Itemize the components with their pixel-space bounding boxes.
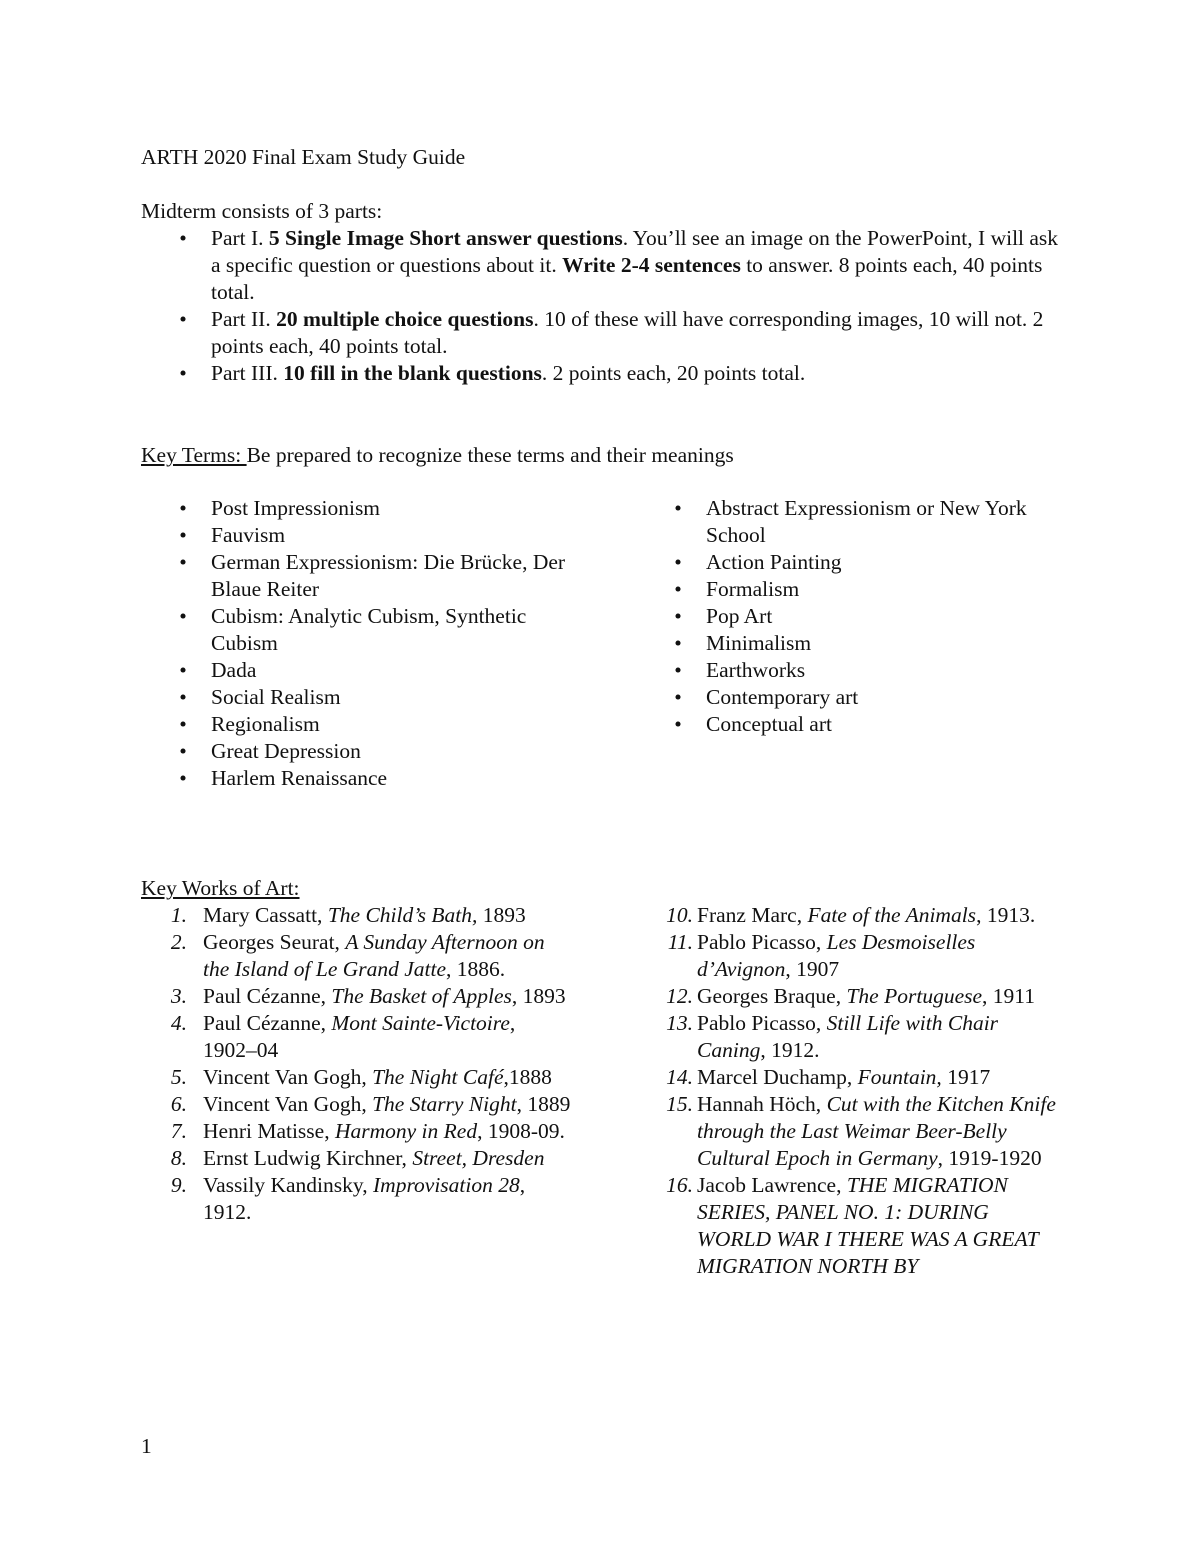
work-number: 4. (170, 1011, 187, 1035)
work-item (170, 1145, 573, 1172)
bullet-icon: • (179, 712, 187, 736)
term-item (674, 630, 1046, 657)
work-title: A Sunday Afternoon on the Island of Le Grand Jatte (203, 930, 545, 981)
term-item (674, 657, 1046, 684)
bullet-icon: • (674, 631, 682, 655)
work-title: The Basket of Apples (331, 984, 512, 1008)
bullet-icon: • (179, 685, 187, 709)
term-item (179, 684, 591, 711)
term-label: Earthworks (706, 658, 806, 682)
term-label: Action Painting (706, 550, 842, 574)
document-title: ARTH 2020 Final Exam Study Guide (141, 145, 466, 169)
term-label: Post Impressionism (211, 496, 381, 520)
work-title: Cut with the Kitchen Knife through the Last Weimar Beer-Belly Cultural Epoch in Germany (697, 1092, 1056, 1170)
work-item (170, 1064, 573, 1091)
key-terms-instruction: Be prepared to recognize these terms and their meanings (246, 443, 734, 467)
term-item (179, 711, 591, 738)
term-label: Cubism: Analytic Cubism, Synthetic Cubism (211, 604, 527, 655)
part-prefix: Part I. (211, 226, 269, 250)
work-item (170, 902, 573, 929)
work-date: 1893 (477, 903, 526, 927)
term-label: Great Depression (211, 739, 361, 763)
work-artist: Georges Braque, (697, 984, 847, 1008)
part-prefix: Part II. (211, 307, 277, 331)
work-title: The Portuguese (846, 984, 983, 1008)
bullet-icon: • (179, 496, 187, 520)
term-label: German Expressionism: Die Brücke, Der Blaue Reiter (211, 550, 566, 601)
bullet-icon: • (179, 739, 187, 763)
work-date: , 1919-1920 (937, 1146, 1042, 1170)
work-number: 2. (170, 930, 187, 954)
work-number: 11. (667, 930, 693, 954)
work-item (170, 929, 573, 983)
work-artist: Georges Seurat, (203, 930, 346, 954)
work-artist: Pablo Picasso, (697, 1011, 827, 1035)
work-number: 8. (170, 1146, 187, 1170)
term-item (674, 603, 1046, 630)
exam-intro: Midterm consists of 3 parts: (141, 199, 383, 223)
work-item (666, 902, 1057, 929)
work-item (666, 1091, 1057, 1172)
bullet-icon: • (674, 604, 682, 628)
part-bold: 20 multiple choice questions (276, 307, 534, 331)
work-date: , 1907 (785, 957, 840, 981)
key-terms-heading: Key Terms: (141, 443, 247, 467)
bullet-icon: • (179, 766, 187, 790)
term-item (179, 603, 591, 657)
bullet-icon: • (179, 361, 187, 385)
work-artist: Mary Cassatt, (203, 903, 328, 927)
work-date: , 1912. (760, 1038, 820, 1062)
bullet-icon: • (179, 658, 187, 682)
bullet-icon: • (674, 496, 682, 520)
bullet-icon: • (674, 550, 682, 574)
page-number: 1 (141, 1434, 152, 1458)
bullet-icon: • (674, 712, 682, 736)
key-terms-heading-line (141, 442, 734, 469)
work-artist: Vincent Van Gogh, (203, 1065, 373, 1089)
work-number: 16. (666, 1173, 693, 1197)
work-artist: Henri Matisse, (203, 1119, 335, 1143)
term-item (179, 495, 591, 522)
work-date: , 1912. (203, 1173, 526, 1224)
term-item (674, 711, 1046, 738)
work-item (170, 1010, 573, 1064)
term-label: Pop Art (706, 604, 773, 628)
work-title: The Starry Night (372, 1092, 517, 1116)
term-label: Abstract Expressionism or New York School (706, 496, 1027, 547)
term-label: Social Realism (211, 685, 341, 709)
work-item (666, 1172, 1057, 1280)
part-mid: . You’ll see an image on the PowerPoint, I will ask a specific question or questions about it. (211, 226, 1059, 277)
part-bold: 5 Single Image Short answer questions (268, 226, 623, 250)
work-title: The Child’s Bath, (327, 903, 478, 927)
part-bold-2: Write 2-4 sentences (562, 253, 741, 277)
work-title: Fountain, (857, 1065, 942, 1089)
work-artist: Paul Cézanne, (203, 984, 332, 1008)
work-date: , 1886. (446, 957, 506, 981)
work-date: , 1913. (976, 903, 1036, 927)
exam-parts-list (179, 225, 1071, 387)
term-item (179, 522, 591, 549)
term-item (179, 738, 591, 765)
exam-part-2 (179, 306, 1071, 360)
part-bold: 10 fill in the blank questions (283, 361, 542, 385)
bullet-icon: • (179, 226, 187, 250)
bullet-icon: • (674, 685, 682, 709)
work-number: 10. (666, 903, 693, 927)
key-works-heading: Key Works of Art: (141, 876, 300, 900)
term-item (179, 549, 591, 603)
work-title: Harmony in Red (334, 1119, 478, 1143)
part-mid: . 10 of these will have corresponding images, 10 will not. 2 points each, 40 points total. (211, 307, 1044, 358)
term-item (179, 657, 591, 684)
work-item (666, 983, 1057, 1010)
work-artist: Jacob Lawrence, (697, 1173, 847, 1197)
key-terms-left-list (179, 495, 591, 792)
work-artist: Franz Marc, (697, 903, 808, 927)
work-artist: Pablo Picasso, (697, 930, 827, 954)
work-artist: Vassily Kandinsky, (203, 1173, 374, 1197)
work-date: , 1889 (516, 1092, 571, 1116)
work-artist: Ernst Ludwig Kirchner, (203, 1146, 413, 1170)
work-title: Fate of the Animals (807, 903, 977, 927)
key-terms-right-list (674, 495, 1046, 738)
term-label: Regionalism (211, 712, 320, 736)
work-artist: Hannah Höch, (697, 1092, 827, 1116)
work-artist: Paul Cézanne, (203, 1011, 332, 1035)
term-label: Harlem Renaissance (211, 766, 388, 790)
work-number: 6. (170, 1092, 187, 1116)
work-number: 5. (170, 1065, 187, 1089)
work-item (170, 1118, 573, 1145)
exam-part-3 (179, 360, 1071, 387)
work-date: ,1888 (503, 1065, 552, 1089)
key-works-right-list (666, 902, 1057, 1280)
term-label: Dada (211, 658, 257, 682)
work-number: 1. (170, 903, 187, 927)
bullet-icon: • (179, 523, 187, 547)
work-item (666, 1010, 1057, 1064)
work-number: 9. (170, 1173, 187, 1197)
work-title: The Night Café (372, 1065, 504, 1089)
work-number: 3. (170, 984, 187, 1008)
work-item (170, 983, 573, 1010)
term-item (179, 765, 591, 792)
work-date: 1917 (941, 1065, 991, 1089)
work-artist: Marcel Duchamp, (697, 1065, 858, 1089)
bullet-icon: • (179, 307, 187, 331)
work-date: , 1908-09. (477, 1119, 565, 1143)
work-date: , 1902–04 (203, 1011, 516, 1062)
key-works-left-list (170, 902, 573, 1226)
term-label: Formalism (706, 577, 800, 601)
work-item (667, 929, 1057, 983)
work-artist: Vincent Van Gogh, (203, 1092, 373, 1116)
work-number: 14. (666, 1065, 693, 1089)
key-works-heading-line (141, 875, 300, 902)
part-mid: . 2 points each, 20 points total. (541, 361, 806, 385)
term-label: Minimalism (706, 631, 812, 655)
work-title: Improvisation 28 (373, 1173, 520, 1197)
term-label: Conceptual art (706, 712, 832, 736)
work-title: THE MIGRATION SERIES, PANEL NO. 1: DURING WORLD WAR I THERE WAS A GREAT MIGRATION NORTH BY (697, 1173, 1039, 1278)
term-label: Fauvism (211, 523, 286, 547)
work-date: , 1911 (982, 984, 1035, 1008)
work-number: 15. (666, 1092, 693, 1116)
term-item (674, 684, 1046, 711)
exam-part-1 (179, 225, 1071, 306)
term-item (674, 549, 1046, 576)
work-date: , 1893 (511, 984, 566, 1008)
term-item (674, 576, 1046, 603)
work-number: 12. (666, 984, 693, 1008)
work-title: Still Life with Chair Caning (697, 1011, 999, 1062)
work-item (170, 1172, 573, 1226)
bullet-icon: • (179, 550, 187, 574)
work-title: Mont Sainte-Victoire (331, 1011, 510, 1035)
part-prefix: Part III. (211, 361, 284, 385)
term-item (674, 495, 1046, 549)
part-suffix: to answer. 8 points each, 40 points total. (211, 253, 1043, 304)
work-title: Street, Dresden (412, 1146, 545, 1170)
bullet-icon: • (674, 658, 682, 682)
work-number: 7. (170, 1119, 187, 1143)
bullet-icon: • (674, 577, 682, 601)
term-label: Contemporary art (706, 685, 859, 709)
work-item (666, 1064, 1057, 1091)
bullet-icon: • (179, 604, 187, 628)
work-number: 13. (666, 1011, 693, 1035)
work-item (170, 1091, 573, 1118)
work-title: Les Desmoiselles d’Avignon (697, 930, 976, 981)
